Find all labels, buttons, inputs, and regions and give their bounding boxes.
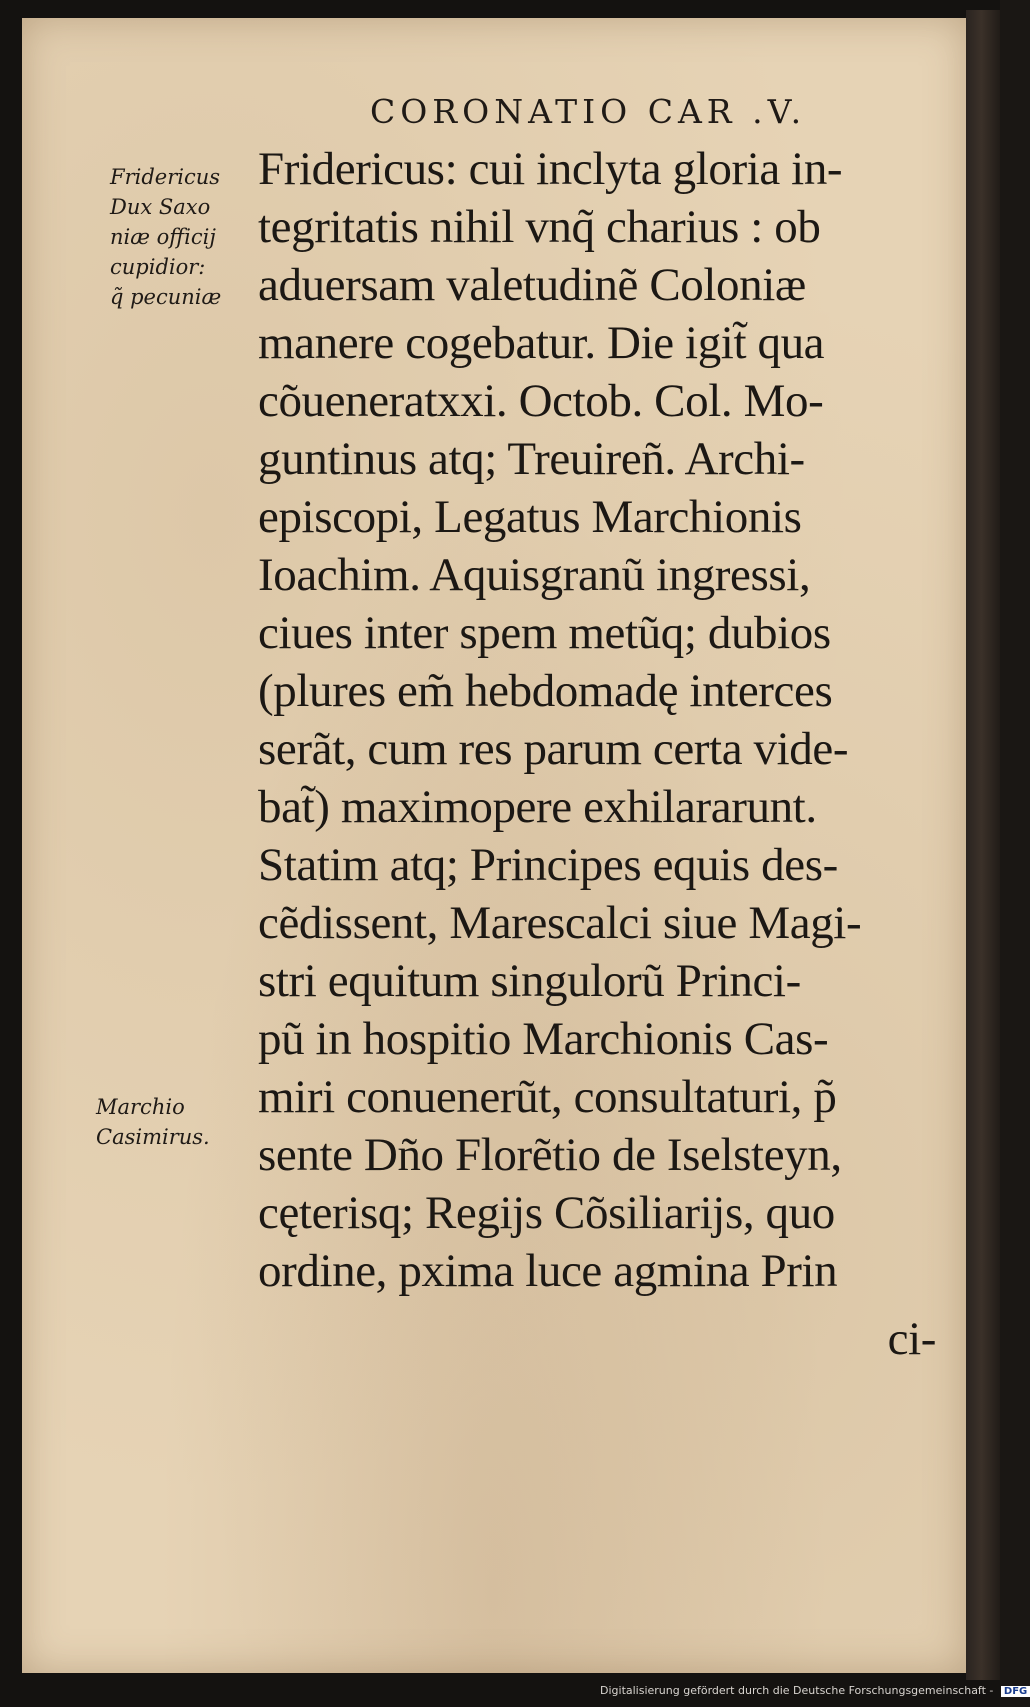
facing-page-edge <box>966 10 1000 1680</box>
catchword: ci- <box>887 1313 936 1365</box>
digitization-footer <box>600 1684 1030 1697</box>
footer-text: Digitalisierung gefördert durch die Deutsche Forschungsgemeinschaft - <box>600 1684 994 1697</box>
marginal-note-line: Casimirus. <box>96 1125 210 1149</box>
text-line: sente Dño Florẽtio de Iselsteyn, <box>258 1129 842 1181</box>
text-line: Statim atq; Principes equis des- <box>258 839 838 891</box>
text-line: episcopi, Legatus Marchionis <box>258 491 802 543</box>
marginal-note-line: q̃ pecuniæ <box>110 285 222 309</box>
text-line: miri conuenerũt, consultaturi, p̃ <box>258 1071 837 1123</box>
text-line: manere cogebatur. Die igit̃ qua <box>258 317 825 369</box>
text-line: tegritatis nihil vnq̃ charius : ob <box>258 201 821 253</box>
body-text <box>258 140 958 1368</box>
text-line: guntinus atq; Treuireñ. Archi- <box>258 433 805 485</box>
text-line: cõueneratxxi. Octob. Col. Mo- <box>258 375 824 427</box>
marginal-note-casimir <box>96 1092 210 1152</box>
text-line: ciues inter spem metũq; dubios <box>258 607 831 659</box>
marginal-note-line: Marchio <box>96 1095 185 1119</box>
text-line: pũ in hospitio Marchionis Cas- <box>258 1013 829 1065</box>
running-head: CORONATIO CAR .V. <box>370 92 807 131</box>
marginal-note-line: cupidior: <box>110 255 206 279</box>
text-line: Ioachim. Aquisgranũ ingressi, <box>258 549 811 601</box>
text-line: bat̃) maximopere exhilararunt. <box>258 781 817 833</box>
text-line: Fridericus: cui inclyta gloria in- <box>258 143 843 195</box>
text-line: cęterisq; Regijs Cõsiliarijs, quo <box>258 1187 835 1239</box>
text-line: stri equitum singulorũ Princi- <box>258 955 801 1007</box>
marginal-note-friedrich <box>110 162 221 312</box>
marginal-note-line: Fridericus <box>110 165 221 189</box>
marginal-note-line: Dux Saxo <box>110 195 211 219</box>
text-line: ordine, pxima luce agmina Prin <box>258 1245 838 1297</box>
text-line: aduersam valetudinẽ Coloniæ <box>258 259 806 311</box>
text-line: (plures em̃ hebdomadę interces <box>258 665 833 717</box>
marginal-note-line: niæ officij <box>110 225 216 249</box>
text-line: serãt, cum res parum certa vide- <box>258 723 849 775</box>
dfg-logo: DFG <box>1001 1686 1030 1697</box>
text-line: cẽdissent, Marescalci siue Magi- <box>258 897 862 949</box>
